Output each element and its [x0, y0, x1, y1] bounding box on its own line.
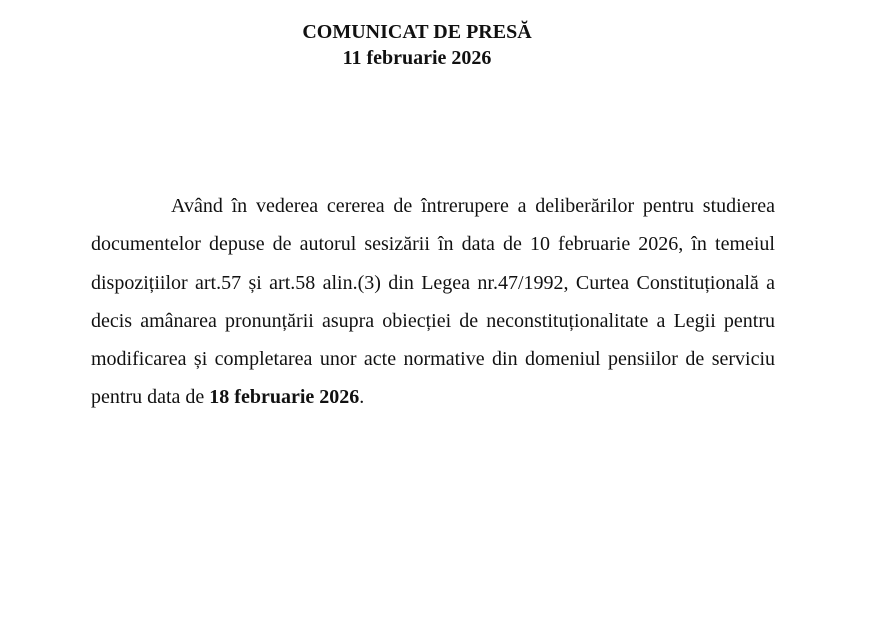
paragraph-ending: . [359, 386, 365, 409]
press-release-paragraph [91, 187, 775, 417]
document-title: COMUNICAT DE PRESĂ [302, 21, 532, 43]
postponed-date: 18 februarie 2026 [209, 386, 360, 409]
paragraph-text: Având în vederea cererea de întrerupere a deliberărilor pentru studierea documentelor depuse de autorul sesizării în data de 10 februarie 2026, în temeiul dispozițiilor art.57 și art.58 alin.(3) din Legea nr.47/1992, Curtea Constituțională a decis amânarea pronunțării asupra obiecției de neconstituționalitate a Legii pentru modificarea și completarea unor acte normative din domeniul pensiilor de serviciu pentru data de [91, 195, 775, 409]
document-date: 11 februarie 2026 [342, 47, 492, 69]
press-release-header [0, 19, 834, 71]
